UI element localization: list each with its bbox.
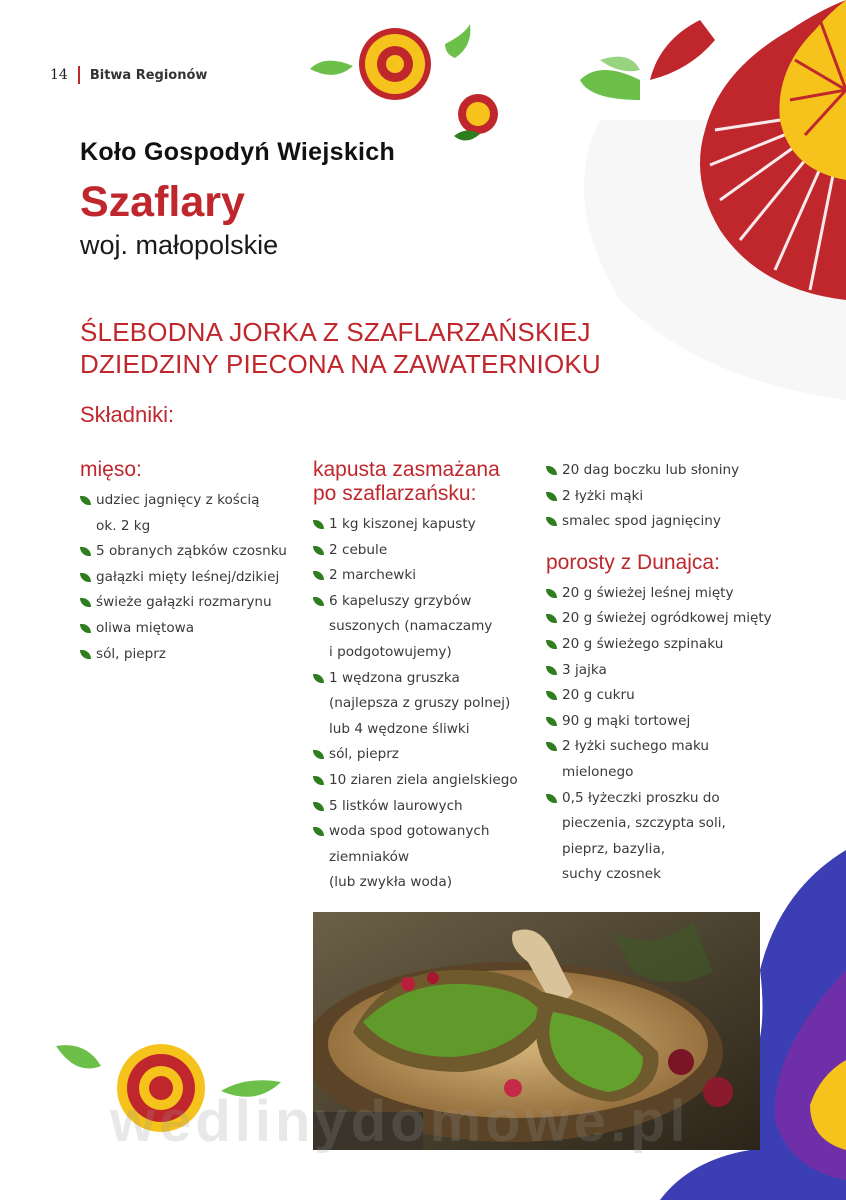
ingredient-item xyxy=(546,658,776,684)
leaf-bullet-icon xyxy=(313,802,324,811)
page-number: 14 xyxy=(50,67,68,83)
leaf-bullet-icon xyxy=(546,517,557,526)
leaf-bullet-icon xyxy=(313,597,324,606)
leaf-bullet-icon xyxy=(313,750,324,759)
leaf-bullet-icon xyxy=(546,717,557,726)
ingredient-item xyxy=(80,539,300,565)
ingredients-column-2 xyxy=(313,458,538,896)
leaf-bullet-icon xyxy=(546,614,557,623)
ingredient-item xyxy=(546,581,776,607)
leaf-bullet-icon xyxy=(546,691,557,700)
ingredient-text: 3 jajka xyxy=(562,661,607,678)
region-name: woj. małopolskie xyxy=(80,230,279,260)
ingredient-item xyxy=(80,590,300,616)
leaf-bullet-icon xyxy=(313,571,324,580)
ingredient-text: gałązki mięty leśnej/dzikiej xyxy=(96,568,280,585)
ingredient-item xyxy=(313,563,538,589)
ingredient-item xyxy=(546,683,776,709)
ingredient-section-title: porosty z Dunajca: xyxy=(546,550,720,574)
ingredient-item xyxy=(80,565,300,591)
ingredient-list xyxy=(546,458,776,535)
ingredient-item xyxy=(313,512,538,538)
ingredient-item xyxy=(546,484,776,510)
ingredient-text: 10 ziaren ziela angielskiego xyxy=(329,771,518,788)
dish-title: ŚLEBODNA JORKA Z SZAFLARZAŃSKIEJ DZIEDZINY PIECONA NA ZAWATERNIOKU xyxy=(80,317,601,379)
ingredient-item xyxy=(546,709,776,735)
ingredient-text: smalec spod jagnięciny xyxy=(562,513,721,530)
leaf-bullet-icon xyxy=(80,624,91,633)
leaf-bullet-icon xyxy=(546,466,557,475)
ingredients-column-1 xyxy=(80,458,300,667)
ingredient-list xyxy=(313,512,538,896)
ingredient-item xyxy=(80,616,300,642)
ingredient-item xyxy=(80,488,300,539)
leaf-bullet-icon xyxy=(546,666,557,675)
small-red-flower-decoration xyxy=(448,92,508,148)
ingredient-text: woda spod gotowanych ziemniaków (lub zwykła woda) xyxy=(329,823,490,891)
ingredient-item xyxy=(546,458,776,484)
section-spacer xyxy=(546,535,776,551)
ingredient-section-title: kapusta zasmażana po szaflarzańsku: xyxy=(313,458,500,505)
ingredient-item xyxy=(313,666,538,743)
ingredient-item xyxy=(313,742,538,768)
organization-name: Koło Gospodyń Wiejskich xyxy=(80,138,396,166)
ingredient-item xyxy=(546,606,776,632)
ingredient-text: 1 kg kiszonej kapusty xyxy=(329,516,476,532)
ingredient-text: 2 cebule xyxy=(329,541,388,558)
ingredient-item xyxy=(313,819,538,896)
leaf-bullet-icon xyxy=(80,598,91,607)
ingredient-item xyxy=(546,509,776,535)
publication-title: Bitwa Regionów xyxy=(89,67,208,83)
ingredient-text: 90 g mąki tortowej xyxy=(562,712,691,729)
ingredient-item xyxy=(313,768,538,794)
leaf-bullet-icon xyxy=(546,640,557,649)
header-divider xyxy=(78,66,80,84)
leaf-bullet-icon xyxy=(80,650,91,659)
ingredient-item xyxy=(80,642,300,668)
ingredient-text: 2 łyżki suchego maku mielonego xyxy=(562,738,710,780)
leaf-bullet-icon xyxy=(80,496,91,505)
ingredient-item xyxy=(313,538,538,564)
leaf-bullet-icon xyxy=(313,520,324,529)
leaf-bullet-icon xyxy=(546,589,557,598)
ingredient-item xyxy=(313,589,538,666)
ingredient-text: sól, pieprz xyxy=(329,746,399,763)
ingredient-text: 0,5 łyżeczki proszku do pieczenia, szczypta soli, pieprz, bazylia, suchy czosnek xyxy=(562,789,726,883)
leaf-bullet-icon xyxy=(313,674,324,683)
leaf-bullet-icon xyxy=(546,492,557,501)
leaf-bullet-icon xyxy=(313,776,324,785)
leaf-bullet-icon xyxy=(546,742,557,751)
ingredient-item xyxy=(546,786,776,888)
watermark: wedlinydomowe.pl xyxy=(110,1089,690,1154)
ingredient-text: 2 łyżki mąki xyxy=(562,487,644,504)
ingredient-item xyxy=(546,734,776,785)
ingredient-text: 5 listków laurowych xyxy=(329,797,463,814)
place-name: Szaflary xyxy=(80,178,245,226)
leaf-bullet-icon xyxy=(80,547,91,556)
ingredient-section-title: mięso: xyxy=(80,458,142,481)
ingredient-text: 2 marchewki xyxy=(329,567,417,584)
ingredient-text: 6 kapeluszy grzybów suszonych (namaczamy i podgotowujemy) xyxy=(329,592,493,660)
ingredient-item xyxy=(546,632,776,658)
ingredient-text: 20 g świeżej ogródkowej mięty xyxy=(562,610,772,627)
leaf-bullet-icon xyxy=(80,573,91,582)
ingredient-list xyxy=(80,488,300,667)
ingredient-text: sól, pieprz xyxy=(96,645,166,662)
ingredient-text: 20 g świeżej leśnej mięty xyxy=(562,584,734,601)
leaf-bullet-icon xyxy=(546,794,557,803)
ingredient-text: świeże gałązki rozmarynu xyxy=(96,594,272,611)
ingredient-text: 20 g cukru xyxy=(562,687,635,704)
ingredient-list xyxy=(546,581,776,888)
page-header xyxy=(50,64,207,86)
ingredient-text: oliwa miętowa xyxy=(96,619,195,636)
ingredient-text: udziec jagnięcy z kością ok. 2 kg xyxy=(96,492,260,534)
leaf-bullet-icon xyxy=(313,827,324,836)
ingredients-heading: Składniki: xyxy=(80,402,175,427)
leaf-bullet-icon xyxy=(313,546,324,555)
ingredients-column-3 xyxy=(546,458,776,888)
ingredient-text: 20 dag boczku lub słoniny xyxy=(562,462,740,478)
ingredient-text: 1 wędzona gruszka (najlepsza z gruszy polnej) lub 4 wędzone śliwki xyxy=(329,669,511,737)
ingredient-item xyxy=(313,794,538,820)
ingredient-text: 5 obranych ząbków czosnku xyxy=(96,543,287,560)
ingredient-text: 20 g świeżego szpinaku xyxy=(562,635,724,652)
